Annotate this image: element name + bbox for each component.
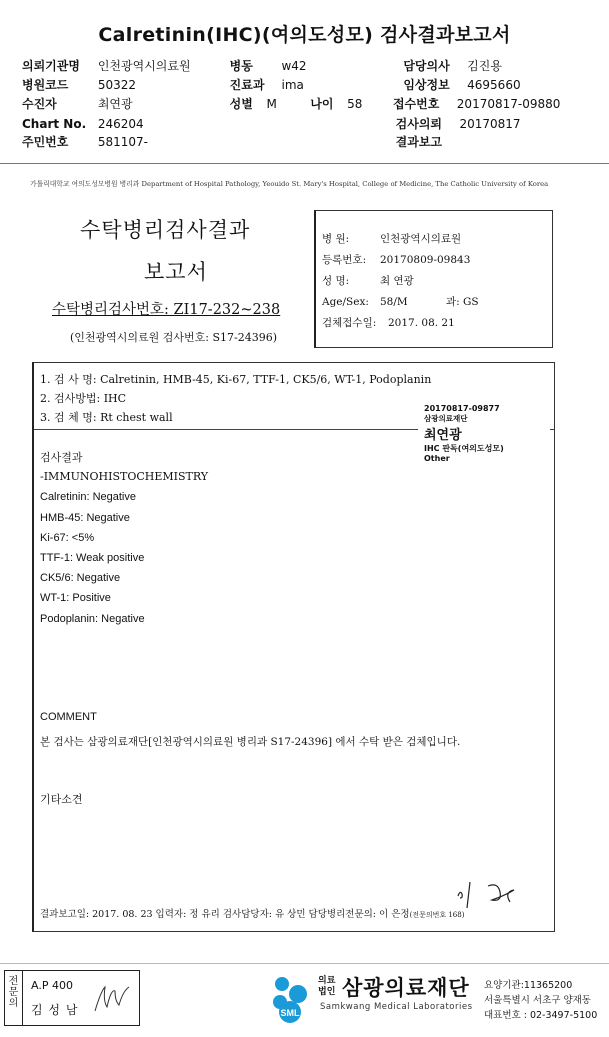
value-request-date: 20170817 <box>459 117 521 131</box>
result-line: TTF-1: Weak positive <box>40 552 145 564</box>
specialist-signature <box>91 981 135 1017</box>
report-footer-line <box>40 906 464 920</box>
header-row-1 <box>22 57 502 74</box>
header-divider <box>0 163 609 164</box>
result-subheading: -IMMUNOHISTOCHEMISTRY <box>40 470 209 483</box>
org-type-label: 의료 법인 <box>318 976 336 997</box>
item-specimen: 3. 검 체 명: Rt chest wall <box>40 411 173 424</box>
header-row-2 <box>22 76 521 93</box>
label-test: IHC 판독(여의도성모) <box>424 444 504 453</box>
label-receipt-no: 접수번호 <box>392 97 440 111</box>
info-date <box>322 315 455 330</box>
value-doctor: 김진용 <box>467 59 502 73</box>
report-footer-text: 결과보고일: 2017. 08. 23 입력자: 정 유리 검사담당자: 유 상민 담당병리전문의: 이 은정 <box>40 909 410 920</box>
sml-logo-text: SML <box>280 1008 300 1018</box>
info-reg-value: 20170809-09843 <box>380 254 471 266</box>
label-result-report: 결과보고 <box>395 135 443 149</box>
label-other: Other <box>424 454 450 463</box>
value-ward: w42 <box>281 59 307 73</box>
value-chart-no: 246204 <box>97 117 144 131</box>
label-sex: 성별 <box>229 97 253 111</box>
label-patient: 수진자 <box>22 97 57 111</box>
item-test-name: 1. 검 사 명: Calretinin, HMB-45, Ki-67, TTF-1, CK5/6, WT-1, Podoplanin <box>40 373 432 386</box>
info-agesex-label: Age/Sex: <box>322 296 369 308</box>
header-row-5 <box>22 133 456 150</box>
pathology-number: 수탁병리검사번호: ZI17-232~238 <box>52 302 281 318</box>
label-institution: 의뢰기관명 <box>22 59 80 73</box>
info-reg <box>322 252 470 267</box>
label-patient: 최연광 <box>424 428 462 443</box>
specialist-name: 김 성 남 <box>31 1003 79 1017</box>
page-title: Calretinin(IHC)(여의도성모) 검사결과보고서 <box>98 24 511 46</box>
item-test-method: 2. 검사방법: IHC <box>40 392 127 405</box>
value-clinical-info: 4695660 <box>467 78 521 92</box>
hospital-exam-number: (인천광역시의료원 검사번호: S17-24396) <box>70 331 278 344</box>
info-dept-label: 과: <box>446 296 460 308</box>
info-reg-label: 등록번호: <box>322 254 367 266</box>
specimen-label <box>418 402 550 465</box>
report-title-1: 수탁병리검사결과 <box>80 218 251 242</box>
result-line: CK5/6: Negative <box>40 572 121 584</box>
patient-info-box <box>314 210 553 348</box>
comment-text: 본 검사는 삼광의료재단[인천광역시의료원 병리과 S17-24396] 에서 수탁 받은 검체입니다. <box>40 736 461 748</box>
info-agesex <box>322 294 479 309</box>
info-date-label: 검체접수일: <box>322 317 377 329</box>
result-heading: 검사결과 <box>40 451 83 464</box>
label-age: 나이 <box>310 97 334 111</box>
pathologist-signature <box>448 872 538 912</box>
org-address: 서울특별시 서초구 양재동 <box>484 995 591 1006</box>
value-sex: M <box>266 97 277 111</box>
label-hospital-code: 병원코드 <box>22 78 69 92</box>
info-hospital-value: 인천광역시의료원 <box>380 233 462 245</box>
value-department: ima <box>281 78 304 92</box>
org-phone: 대표번호 : 02-3497-5100 <box>484 1010 598 1021</box>
result-line: Ki-67: <5% <box>40 532 95 544</box>
label-request-date: 검사의뢰 <box>395 117 443 131</box>
result-line: HMB-45: Negative <box>40 512 130 524</box>
label-org: 삼광의료재단 <box>424 414 468 423</box>
other-findings-heading: 기타소견 <box>40 793 83 806</box>
specialist-box <box>4 970 140 1026</box>
result-line: Podoplanin: Negative <box>40 613 145 625</box>
label-resident-no: 주민번호 <box>22 135 69 149</box>
specialist-number: (전문의번호 168) <box>409 911 465 919</box>
info-date-value: 2017. 08. 21 <box>388 317 455 329</box>
comment-heading: COMMENT <box>40 711 97 723</box>
specialist-vertical-label: 전문의 <box>5 971 23 1025</box>
header-row-4 <box>22 115 521 132</box>
result-line: Calretinin: Negative <box>40 491 136 503</box>
info-dept-value: GS <box>463 296 479 308</box>
header-row-3 <box>22 95 560 112</box>
label-chart-no: Chart No. <box>22 117 87 131</box>
label-department: 진료과 <box>229 78 265 92</box>
footer-divider <box>0 963 609 964</box>
label-ward: 병동 <box>229 59 253 73</box>
scanned-report <box>18 172 574 952</box>
label-doctor: 담당의사 <box>403 59 450 73</box>
result-line: WT-1: Positive <box>40 592 111 604</box>
value-resident-no: 581107- <box>97 135 148 149</box>
info-name-label: 성 명: <box>322 275 350 287</box>
label-clinical-info: 임상정보 <box>403 78 450 92</box>
info-hospital-label: 병 원: <box>322 233 350 245</box>
value-institution: 인천광역시의료원 <box>97 59 191 73</box>
info-name-value: 최 연광 <box>380 275 414 287</box>
org-name: 삼광의료재단 <box>342 976 470 1000</box>
sml-logo-icon <box>268 972 316 1024</box>
value-age: 58 <box>347 97 363 111</box>
org-name-english: Samkwang Medical Laboratories <box>320 1002 473 1012</box>
info-name <box>322 273 414 288</box>
value-patient: 최연광 <box>97 97 133 111</box>
value-receipt-no: 20170817-09880 <box>456 97 561 111</box>
report-title-2: 보고서 <box>144 260 208 284</box>
ap-number: A.P 400 <box>31 979 73 992</box>
info-hospital <box>322 231 461 246</box>
label-receipt: 20170817-09877 <box>424 404 500 413</box>
org-code: 요양기관:11365200 <box>484 980 573 991</box>
info-agesex-value: 58/M <box>380 296 408 308</box>
department-line: 가톨릭대학교 여의도성모병원 병리과 Department of Hospital Pathology, Yeouido St. Mary's Hospital, College of Medicine, The Catholic University of Korea <box>30 180 549 188</box>
value-hospital-code: 50322 <box>97 78 137 92</box>
